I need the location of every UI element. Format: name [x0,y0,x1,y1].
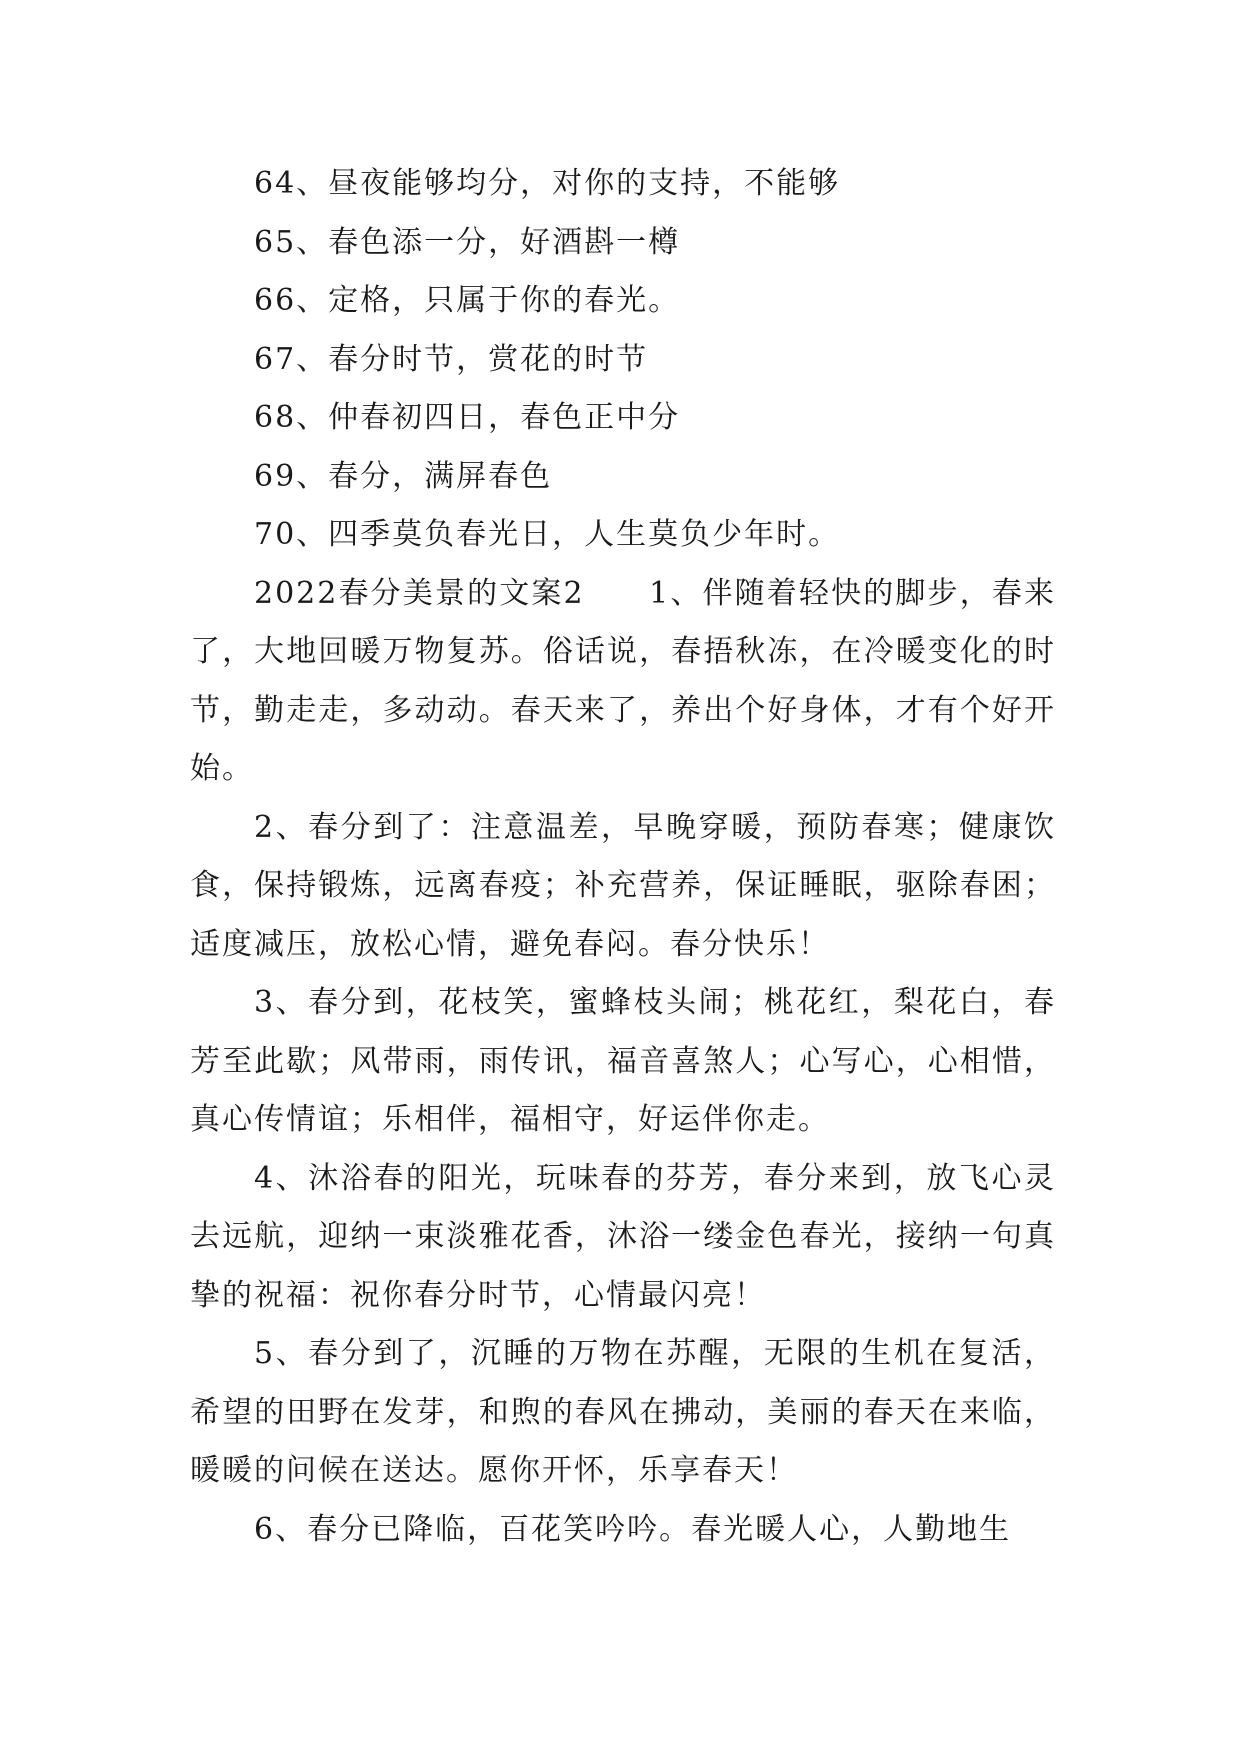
list-item: 68、仲春初四日，春色正中分 [254,400,681,435]
list-item: 67、春分时节，赏花的时节 [254,341,649,377]
paragraph: 4、沐浴春的阳光，玩味春的芬芳，春分来到，放飞心灵去远航，迎纳一束淡雅花香，沐浴一缕金色春光，接纳一句真挚的祝福：祝你春分时节，心情最闪亮！ [190,1160,1056,1313]
list-item: 65、春色添一分，好酒斟一樽 [254,224,681,260]
paragraph: 2、春分到了：注意温差，早晚穿暖，预防春寒；健康饮食，保持锻炼，远离春疫；补充营养，保证睡眠，驱除春困；适度减压，放松心情，避免春闷。春分快乐！ [190,809,1056,962]
list-item: 64、昼夜能够均分，对你的支持，不能够 [254,166,841,201]
paragraph: 6、春分已降临，百花笑吟吟。春光暖人心，人勤地生 [254,1511,1012,1547]
list-item: 70、四季莫负春光日，人生莫负少年时。 [254,517,841,552]
list-item: 69、春分，满屏春色 [254,458,553,494]
paragraph: 3、春分到，花枝笑，蜜蜂枝头闹；桃花红，梨花白，春芳至此歇；风带雨，雨传讯，福音喜煞人；心写心，心相惜，真心传情谊；乐相伴，福相守，好运伴你走。 [190,985,1056,1137]
paragraph: 2022春分美景的文案2 1、伴随着轻快的脚步，春来了，大地回暖万物复苏。俗话说，春捂秋冻，在冷暖变化的时节，勤走走，多动动。春天来了，养出个好身体，才有个好开始。 [190,575,1056,786]
paragraph: 5、春分到了，沉睡的万物在苏醒，无限的生机在复活，希望的田野在发芽，和煦的春风在拂动，美丽的春天在来临，暖暖的问候在送达。愿你开怀，乐享春天！ [190,1336,1056,1488]
document-body [190,155,1056,1559]
list-item: 66、定格，只属于你的春光。 [254,283,681,318]
